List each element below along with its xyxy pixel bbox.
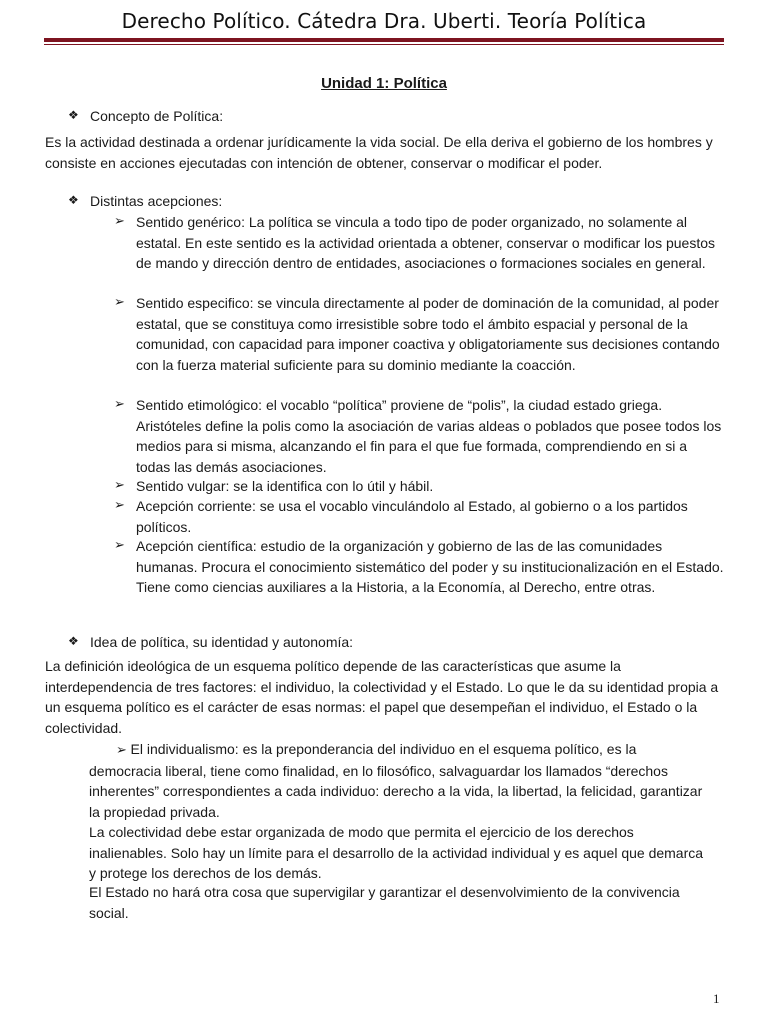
list-item: Sentido vulgar: se la identifica con lo útil y hábil. (136, 478, 434, 494)
arrow-bullet-icon: ➢ (116, 742, 131, 757)
sub-paragraph: La colectividad debe estar organizada de modo que permita el ejercicio de los derechos inalienables. Solo hay un límite para el desarrollo de la actividad individual y es aquel que demarca y protege los derechos de los demás. (89, 824, 704, 882)
list-item: Sentido especifico: se vincula directamente al poder de dominación de la comunidad, al poder estatal, que se constituya como irresistible sobre todo el ámbito espacial y personal de la comunidad, con capacidad para imponer coactiva y obligatoriamente sus decisiones contando con la fuerza material suficiente para su dominio mediante la coacción. (136, 295, 720, 373)
arrow-bullet-icon: ➢ (114, 477, 125, 492)
diamond-bullet-icon: ❖ (68, 634, 79, 648)
unit-title: Unidad 1: Política (321, 75, 447, 92)
arrow-bullet-icon: ➢ (114, 294, 125, 309)
list-item: Acepción corriente: se usa el vocablo vinculándolo al Estado, al gobierno o a los partidos políticos. (136, 498, 688, 535)
section-paragraph: La definición ideológica de un esquema político depende de las características que asume la interdependencia de tres factores: el individuo, la colectividad y el Estado. Lo que le da su identidad propia a un esquema político es el carácter de esas normas: el papel que desempeñan el individuo, el Estado o la colectividad. (45, 658, 719, 736)
arrow-bullet-icon: ➢ (114, 497, 125, 512)
section-heading: Idea de política, su identidad y autonomía: (90, 634, 354, 650)
header-title: Derecho Político. Cátedra Dra. Uberti. Teoría Política (121, 9, 647, 33)
header-rule-thick (44, 38, 724, 42)
list-item: Sentido genérico: La política se vincula a todo tipo de poder organizado, no solamente al estatal. En este sentido es la actividad orientada a obtener, conservar o modificar los puestos de mando y dirección dentro de entidades, asociaciones o formaciones sociales en general. (136, 214, 716, 272)
diamond-bullet-icon: ❖ (68, 108, 79, 122)
list-item: Sentido etimológico: el vocablo “política” proviene de “polis”, la ciudad estado griega. Aristóteles define la polis como la asociación de varias aldeas o poblados que posee todos los medios para si misma, alcanzando el fin para el que fue formada, comprendiendo en si a todas las demás asociaciones. (136, 397, 722, 475)
section-heading: Concepto de Política: (90, 108, 224, 124)
header-rule-thin (44, 44, 724, 45)
diamond-bullet-icon: ❖ (68, 193, 79, 207)
section-heading: Distintas acepciones: (90, 193, 223, 209)
arrow-bullet-icon: ➢ (114, 537, 125, 552)
sub-item-text: El individualismo: es la preponderancia del individuo en el esquema político, es la democracia liberal, tiene como finalidad, en lo filosófico, salvaguardar los llamados “derechos inherentes” correspondientes a cada individuo: derecho a la vida, la libertad, la felicidad, garantizar la propiedad privada. (89, 741, 703, 820)
section-paragraph: Es la actividad destinada a ordenar jurídicamente la vida social. De ella deriva el gobierno de los hombres y consiste en acciones ejecutadas con intención de obtener, conservar o modificar el poder. (45, 134, 713, 171)
sub-item (89, 739, 709, 822)
arrow-bullet-icon: ➢ (114, 213, 125, 228)
sub-paragraph: El Estado no hará otra cosa que supervigilar y garantizar el desenvolvimiento de la convivencia social. (89, 884, 680, 921)
page-number: 1 (713, 991, 720, 1006)
list-item: Acepción científica: estudio de la organización y gobierno de las de las comunidades humanas. Procura el conocimiento sistemático del poder y su institucionalización en el Estado. Tiene como ciencias auxiliares a la Historia, a la Economía, al Derecho, entre otras. (136, 538, 724, 596)
arrow-bullet-icon: ➢ (114, 396, 125, 411)
